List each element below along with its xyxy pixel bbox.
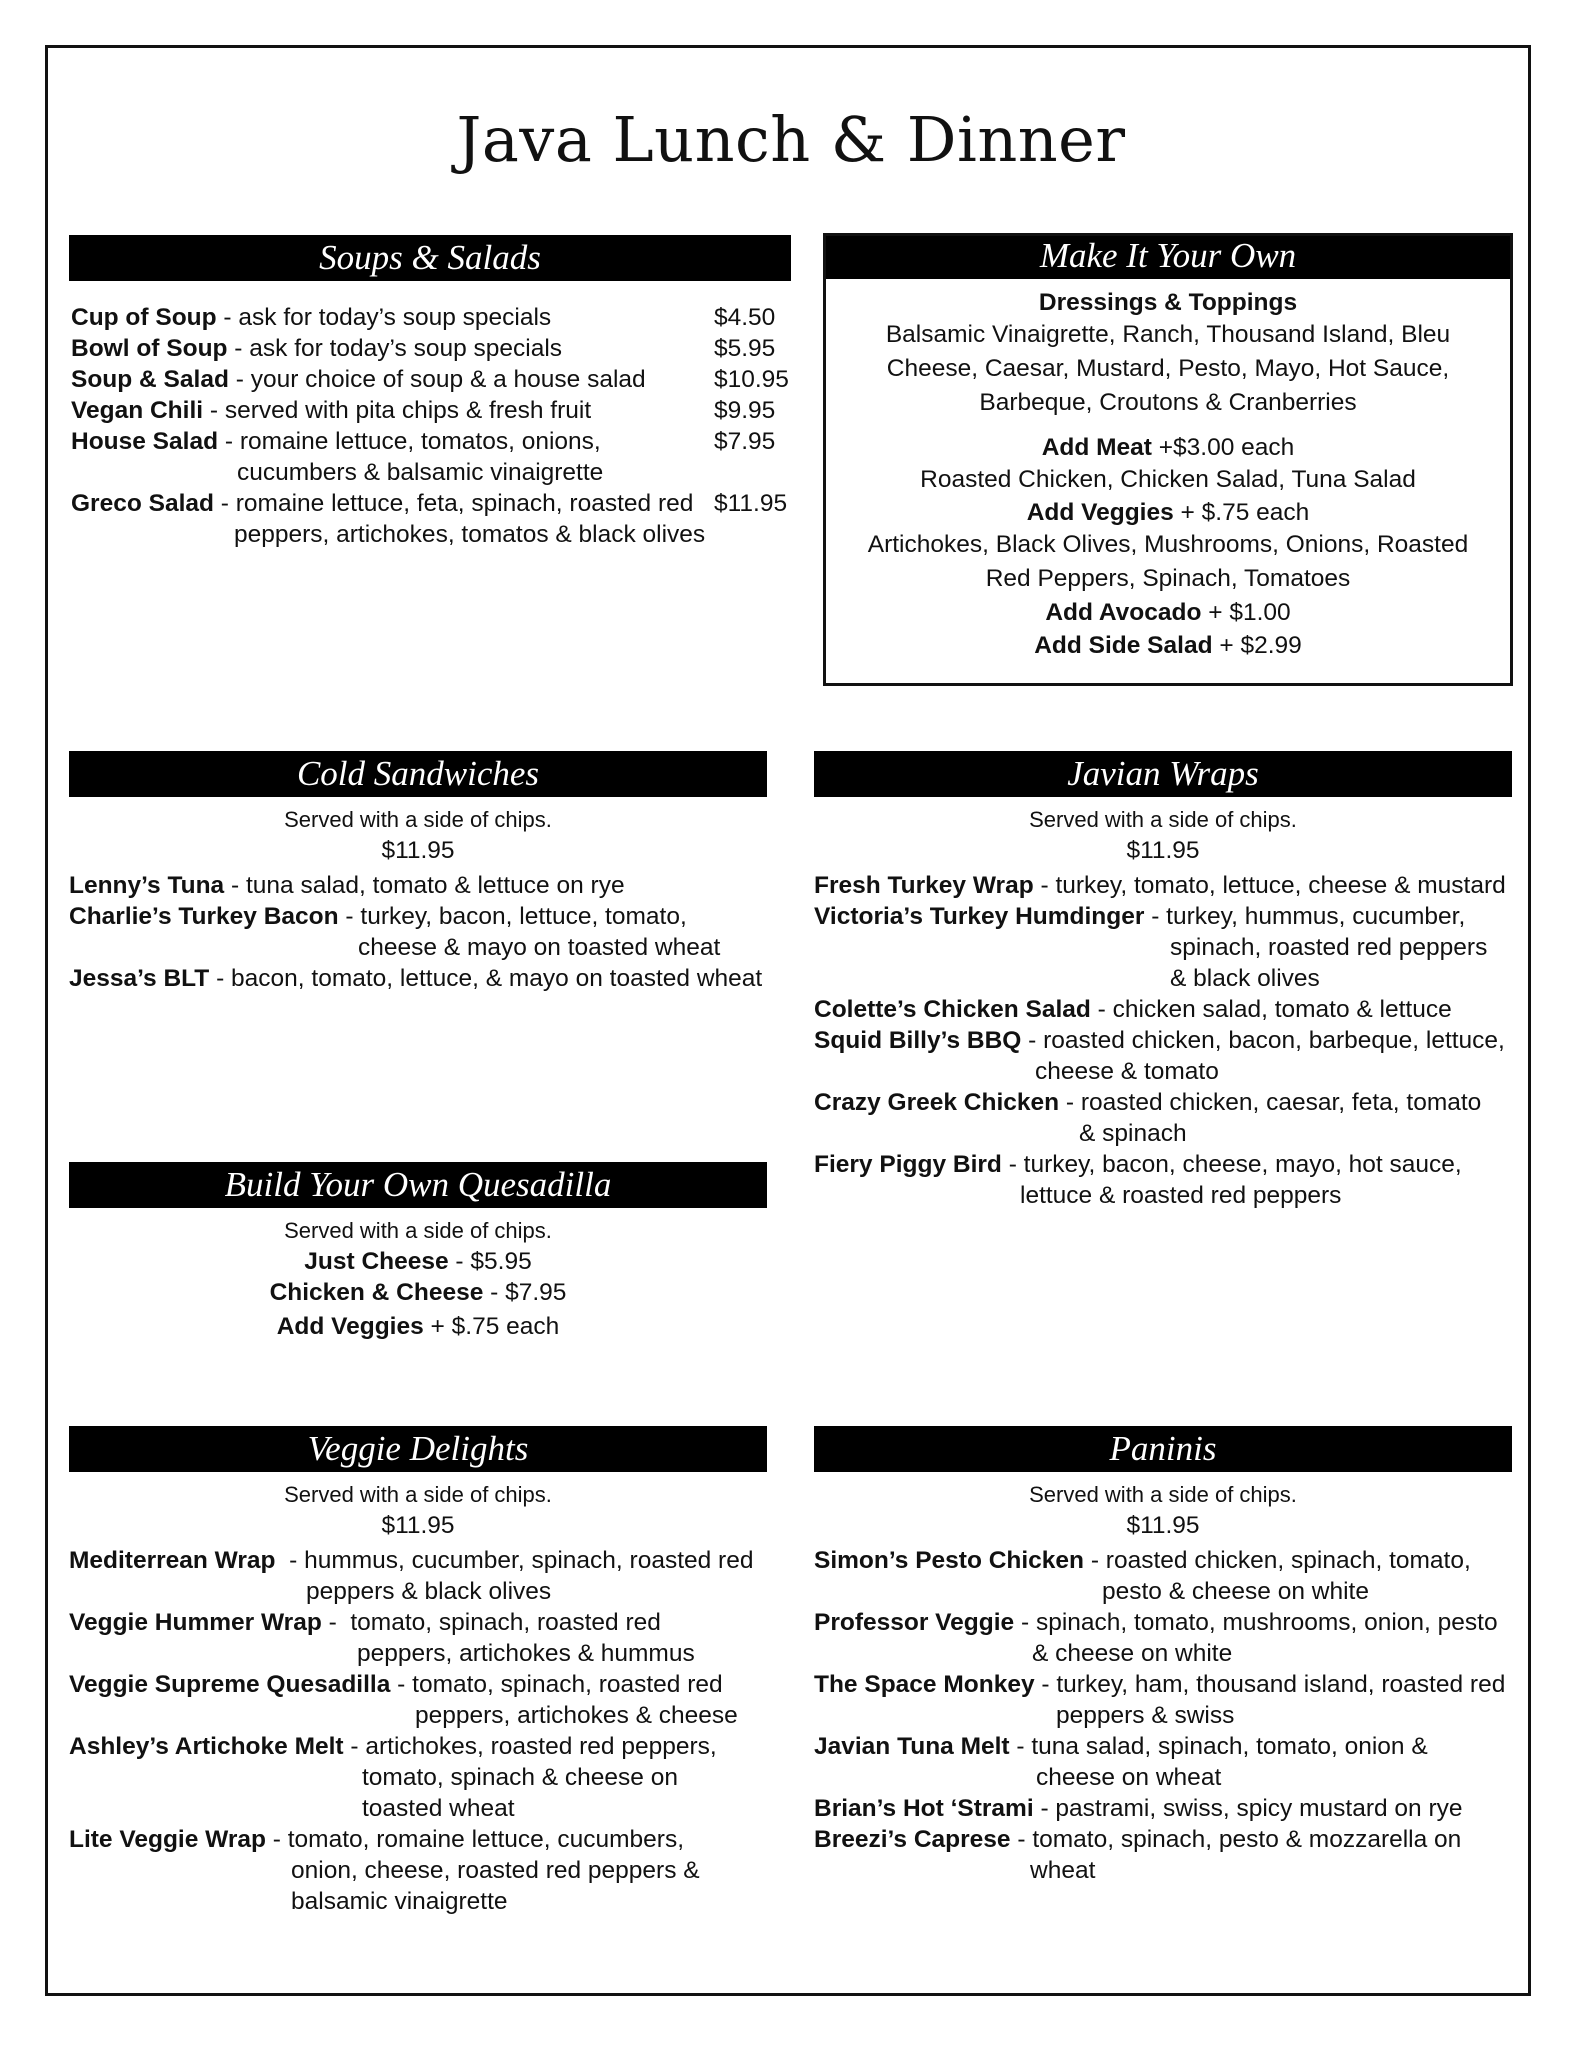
item-desc: - served with pita chips & fresh fruit (203, 397, 592, 424)
item-name: Add Veggies (276, 1313, 424, 1340)
chips-note: Served with a side of chips. (1029, 1482, 1297, 1507)
list-item (814, 1149, 1534, 1211)
item-desc-cont: lettuce & roasted red peppers (1020, 1182, 1342, 1209)
make-own-section (826, 287, 1510, 662)
list-item (814, 901, 1534, 994)
item-name: Professor Veggie (814, 1609, 1015, 1636)
item-name: Cup of Soup (71, 304, 217, 331)
item-price: + $.75 each (423, 1313, 560, 1340)
item-desc-cont: pesto & cheese on white (1102, 1578, 1369, 1605)
add-side-salad-title: Add Side Salad (1034, 632, 1213, 659)
item-name: Lenny’s Tuna (69, 872, 225, 899)
item-desc: - tuna salad, spinach, tomato, onion & (1009, 1733, 1428, 1760)
chips-note: Served with a side of chips. (284, 1218, 552, 1243)
item-price: $11.95 (714, 490, 788, 517)
item-desc: - tuna salad, tomato & lettuce on rye (224, 872, 625, 899)
item-name: Veggie Hummer Wrap (69, 1609, 322, 1636)
item-desc-cont: & cheese on white (1032, 1640, 1233, 1667)
item-desc: - romaine lettuce, feta, spinach, roasted red (213, 490, 694, 517)
item-name: Colette’s Chicken Salad (814, 996, 1091, 1023)
item-desc: - chicken salad, tomato & lettuce (1090, 996, 1452, 1023)
list-item (814, 1025, 1534, 1087)
item-name: Mediterrean Wrap (69, 1547, 276, 1574)
add-avocado-title: Add Avocado (1045, 599, 1202, 626)
list-item (814, 1824, 1534, 1886)
item-desc-cont: & black olives (1170, 965, 1320, 992)
wraps-section (814, 804, 1534, 1211)
item-name: Brian’s Hot ‘Strami (814, 1795, 1034, 1822)
item-desc-cont: peppers & swiss (1056, 1702, 1235, 1729)
cold-section (69, 804, 789, 994)
item-name: Javian Tuna Melt (814, 1733, 1010, 1760)
item-name: The Space Monkey (814, 1671, 1035, 1698)
add-veggies-title: Add Veggies (1026, 499, 1174, 526)
item-desc-cont: spinach, roasted red peppers (1170, 934, 1488, 961)
dressings-line: Cheese, Caesar, Mustard, Pesto, Mayo, Hot Sauce, (886, 355, 1450, 382)
section-price: $11.95 (381, 1512, 455, 1539)
item-name: Chicken & Cheese (269, 1279, 484, 1306)
section-price: $11.95 (1126, 1512, 1200, 1539)
item-desc: - artichokes, roasted red peppers, (343, 1733, 717, 1760)
dressings-line: Barbeque, Croutons & Cranberries (979, 389, 1357, 416)
item-desc: - tomato, spinach, pesto & mozzarella on (1010, 1826, 1462, 1853)
veggie-section (69, 1479, 789, 1917)
item-price: $10.95 (714, 366, 789, 393)
list-item (69, 1731, 789, 1824)
item-desc-cont: balsamic vinaigrette (291, 1888, 508, 1915)
item-desc-cont: peppers, artichokes, tomatos & black olives (234, 521, 706, 548)
list-item (69, 1311, 767, 1342)
dressings-line: Balsamic Vinaigrette, Ranch, Thousand Island, Bleu (885, 321, 1451, 348)
list-item (69, 1669, 789, 1731)
list-item (814, 1607, 1534, 1669)
item-desc-cont: cucumbers & balsamic vinaigrette (237, 459, 604, 486)
item-name: Lite Veggie Wrap (69, 1826, 266, 1853)
meat-options: Roasted Chicken, Chicken Salad, Tuna Salad (920, 466, 1416, 493)
item-desc: - your choice of soup & a house salad (228, 366, 646, 393)
list-item (814, 994, 1534, 1025)
item-desc: - tomato, spinach, roasted red (321, 1609, 661, 1636)
item-desc-cont: cheese & tomato (1035, 1058, 1219, 1085)
item-desc-cont: onion, cheese, roasted red peppers & (291, 1857, 700, 1884)
soups-heading: Soups & Salads (69, 235, 791, 281)
item-price: - $5.95 (448, 1248, 532, 1275)
item-desc-cont: wheat (1030, 1857, 1096, 1884)
list-item (814, 1545, 1534, 1607)
list-item (71, 426, 811, 488)
item-desc: - turkey, hummus, cucumber, (1144, 903, 1466, 930)
item-name: Soup & Salad (71, 366, 229, 393)
list-item (71, 302, 811, 333)
item-desc: - turkey, bacon, cheese, mayo, hot sauce, (1001, 1151, 1462, 1178)
item-name: Jessa’s BLT (69, 965, 210, 992)
make-own-heading: Make It Your Own (823, 233, 1513, 279)
list-item (69, 1246, 767, 1277)
item-desc: - ask for today’s soup specials (216, 304, 552, 331)
list-item (814, 1731, 1534, 1793)
chips-note: Served with a side of chips. (284, 1482, 552, 1507)
list-item (69, 1277, 767, 1308)
list-item (69, 1607, 789, 1669)
item-desc: - turkey, ham, thousand island, roasted red (1034, 1671, 1506, 1698)
item-name: Breezi’s Caprese (814, 1826, 1011, 1853)
section-price: $11.95 (381, 837, 455, 864)
item-desc-cont: peppers, artichokes & hummus (357, 1640, 695, 1667)
item-name: Veggie Supreme Quesadilla (69, 1671, 391, 1698)
item-name: House Salad (71, 428, 219, 455)
menu-title: Java Lunch & Dinner (456, 103, 1126, 176)
item-name: Greco Salad (71, 490, 214, 517)
list-item (814, 1669, 1534, 1731)
item-price: $4.50 (714, 304, 776, 331)
item-desc-cont: toasted wheat (362, 1795, 515, 1822)
item-desc: - romaine lettuce, tomatos, onions, (218, 428, 601, 455)
item-desc-cont: peppers & black olives (306, 1578, 552, 1605)
item-price: - $7.95 (483, 1279, 567, 1306)
item-desc: - pastrami, swiss, spicy mustard on rye (1033, 1795, 1463, 1822)
list-item (71, 333, 811, 364)
list-item (69, 870, 789, 901)
item-name: Bowl of Soup (71, 335, 228, 362)
add-meat-title: Add Meat (1041, 434, 1152, 461)
veggie-options-line: Artichokes, Black Olives, Mushrooms, Onions, Roasted (867, 531, 1469, 558)
veggie-options-line: Red Peppers, Spinach, Tomatoes (985, 565, 1351, 592)
item-desc: - turkey, tomato, lettuce, cheese & mustard (1033, 872, 1506, 899)
item-name: Fiery Piggy Bird (814, 1151, 1002, 1178)
item-price: $7.95 (714, 428, 776, 455)
item-desc: - turkey, bacon, lettuce, tomato, (338, 903, 687, 930)
item-desc-cont: tomato, spinach & cheese on (362, 1764, 678, 1791)
item-name: Ashley’s Artichoke Melt (69, 1733, 344, 1760)
item-price: $9.95 (714, 397, 776, 424)
dressings-title: Dressings & Toppings (1038, 289, 1298, 316)
item-desc: - ask for today’s soup specials (227, 335, 563, 362)
list-item (71, 364, 811, 395)
paninis-section (814, 1479, 1534, 1886)
list-item (71, 488, 811, 550)
item-desc-cont: cheese on wheat (1036, 1764, 1222, 1791)
item-desc: - roasted chicken, bacon, barbeque, lettuce, (1021, 1027, 1505, 1054)
list-item (814, 1087, 1534, 1149)
chips-note: Served with a side of chips. (284, 807, 552, 832)
section-price: $11.95 (1126, 837, 1200, 864)
item-desc: - hummus, cucumber, spinach, roasted red (275, 1547, 754, 1574)
add-veggies-price: + $.75 each (1173, 499, 1310, 526)
list-item (69, 1545, 789, 1607)
quesadilla-section (69, 1215, 767, 1342)
item-desc: - spinach, tomato, mushrooms, onion, pesto (1014, 1609, 1498, 1636)
item-name: Simon’s Pesto Chicken (814, 1547, 1085, 1574)
item-name: Charlie’s Turkey Bacon (69, 903, 339, 930)
paninis-heading: Paninis (814, 1426, 1512, 1472)
wraps-heading: Javian Wraps (814, 751, 1512, 797)
list-item (71, 395, 811, 426)
quesadilla-heading: Build Your Own Quesadilla (69, 1162, 767, 1208)
item-desc-cont: & spinach (1079, 1120, 1187, 1147)
list-item (69, 1824, 789, 1917)
item-name: Just Cheese (304, 1248, 449, 1275)
veggie-heading: Veggie Delights (69, 1426, 767, 1472)
item-desc: - roasted chicken, spinach, tomato, (1084, 1547, 1471, 1574)
item-name: Vegan Chili (71, 397, 204, 424)
item-desc: - tomato, spinach, roasted red (390, 1671, 723, 1698)
add-avocado-price: + $1.00 (1201, 599, 1291, 626)
item-desc: - bacon, tomato, lettuce, & mayo on toasted wheat (209, 965, 763, 992)
soups-section (71, 302, 811, 550)
add-meat-price: +$3.00 each (1151, 434, 1295, 461)
list-item (814, 870, 1534, 901)
list-item (814, 1793, 1534, 1824)
item-price: $5.95 (714, 335, 776, 362)
item-name: Squid Billy’s BBQ (814, 1027, 1022, 1054)
list-item (69, 901, 789, 963)
item-name: Victoria’s Turkey Humdinger (814, 903, 1145, 930)
item-desc: - roasted chicken, caesar, feta, tomato (1059, 1089, 1482, 1116)
item-desc: - tomato, romaine lettuce, cucumbers, (265, 1826, 684, 1853)
list-item (69, 963, 789, 994)
cold-heading: Cold Sandwiches (69, 751, 767, 797)
item-desc-cont: cheese & mayo on toasted wheat (358, 934, 721, 961)
item-name: Crazy Greek Chicken (814, 1089, 1060, 1116)
add-side-salad-price: + $2.99 (1212, 632, 1302, 659)
chips-note: Served with a side of chips. (1029, 807, 1297, 832)
item-name: Fresh Turkey Wrap (814, 872, 1034, 899)
item-desc-cont: peppers, artichokes & cheese (415, 1702, 738, 1729)
